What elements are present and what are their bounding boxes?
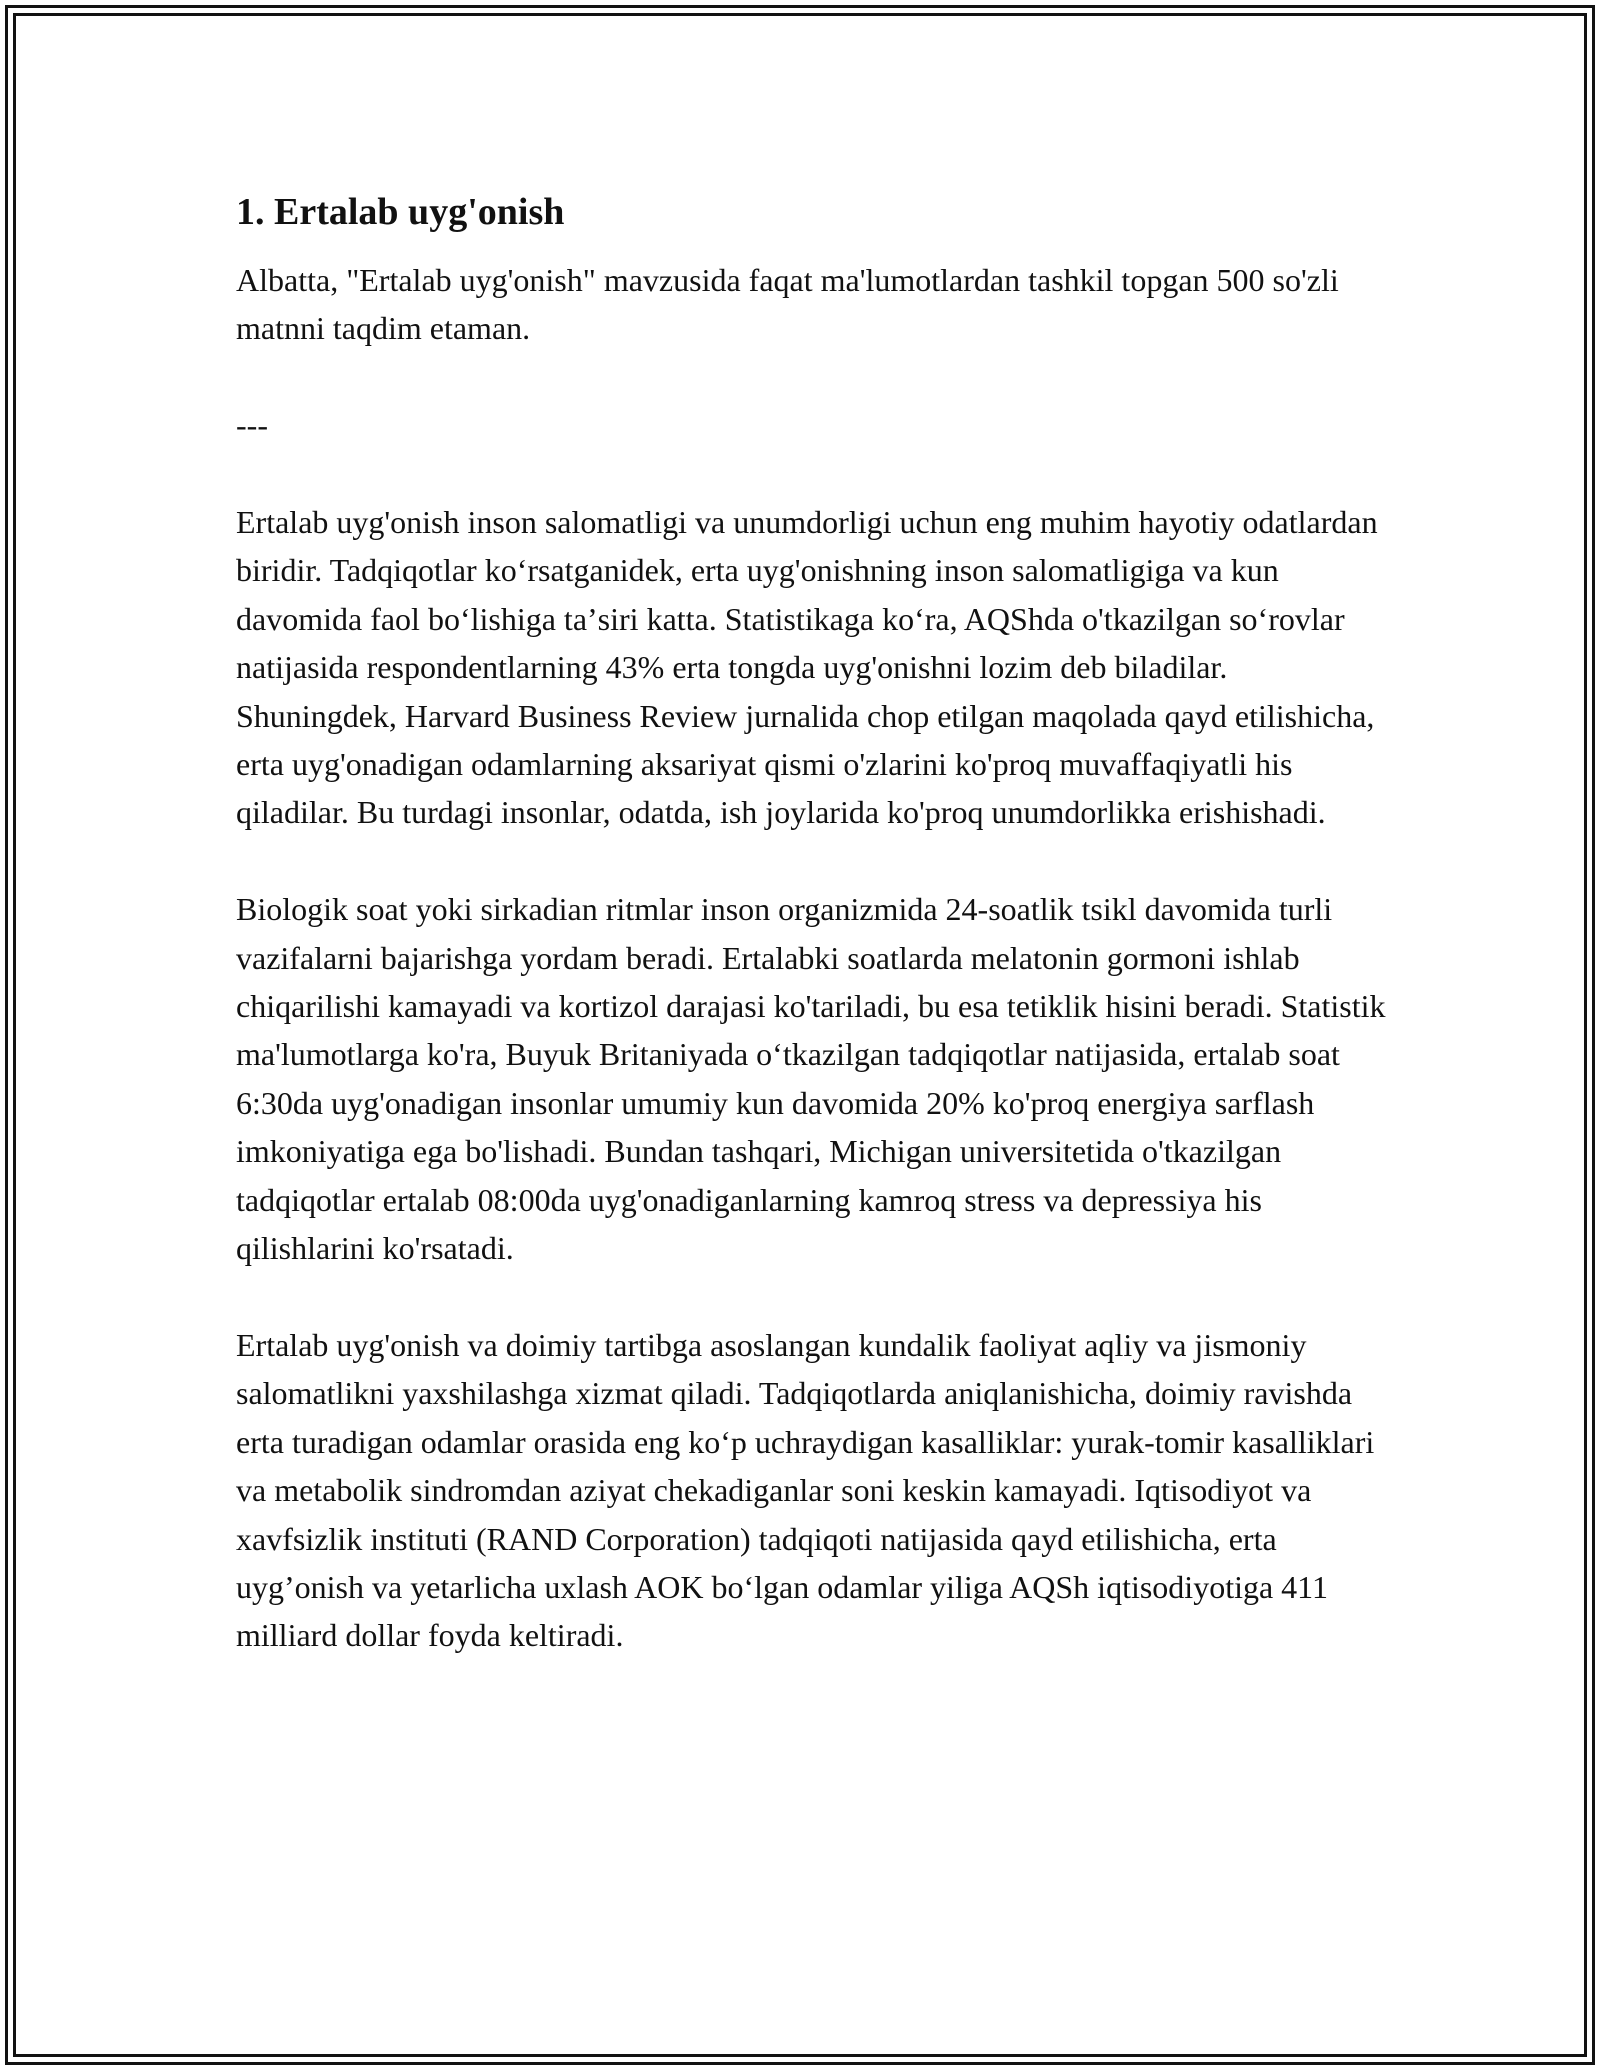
document-body xyxy=(236,186,1396,1660)
paragraph-biological-clock: Biologik soat yoki sirkadian ritmlar inson organizmida 24-soatlik tsikl davomida turli vazifalarni bajarishga yordam beradi. Ertalabki soatlarda melatonin gormoni ishlab chiqarilishi kamayadi va kortizol darajasi ko'tariladi, bu esa tetiklik hisini beradi. Statistik ma'lumotlarga ko'ra, Buyuk Britaniyada oʻtkazilgan tadqiqotlar natijasida, ertalab soat 6:30da uyg'onadigan insonlar umumiy kun davomida 20% ko'proq energiya sarflash imkoniyatiga ega bo'lishadi. Bundan tashqari, Michigan universitetida o'tkazilgan tadqiqotlar ertalab 08:00da uyg'onadiganlarning kamroq stress va depressiya his qilishlarini ko'rsatadi. xyxy=(236,891,1386,1267)
section-separator: --- xyxy=(236,407,268,444)
paragraph-health-productivity: Ertalab uyg'onish inson salomatligi va unumdorligi uchun eng muhim hayotiy odatlardan biridir. Tadqiqotlar koʻrsatganidek, erta uyg'onishning inson salomatligiga va kun davomida faol boʻlishiga taʼsiri katta. Statistikaga koʻra, AQShda o'tkazilgan soʻrovlar natijasida respondentlarning 43% erta tongda uyg'onishni lozim deb biladilar. Shuningdek, Harvard Business Review jurnalida chop etilgan maqolada qayd etilishicha, erta uyg'onadigan odamlarning aksariyat qismi o'zlarini ko'proq muvaffaqiyatli his qiladilar. Bu turdagi insonlar, odatda, ish joylarida ko'proq unumdorlikka erishishadi. xyxy=(236,504,1378,831)
document-title: 1. Ertalab uyg'onish xyxy=(236,191,565,233)
paragraph-daily-routine: Ertalab uyg'onish va doimiy tartibga asoslangan kundalik faoliyat aqliy va jismoniy salomatlikni yaxshilashga xizmat qiladi. Tadqiqotlarda aniqlanishicha, doimiy ravishda erta turadigan odamlar orasida eng koʻp uchraydigan kasalliklar: yurak-tomir kasalliklari va metabolik sindromdan aziyat chekadiganlar soni keskin kamayadi. Iqtisodiyot va xavfsizlik instituti (RAND Corporation) tadqiqoti natijasida qayd etilishicha, erta uyg’onish va yetarlicha uxlash AOK boʻlgan odamlar yiliga AQSh iqtisodiyotiga 411 milliard dollar foyda keltiradi. xyxy=(236,1326,1375,1654)
intro-paragraph: Albatta, "Ertalab uyg'onish" mavzusida faqat ma'lumotlardan tashkil topgan 500 so'zli matnni taqdim etaman. xyxy=(236,262,1339,347)
